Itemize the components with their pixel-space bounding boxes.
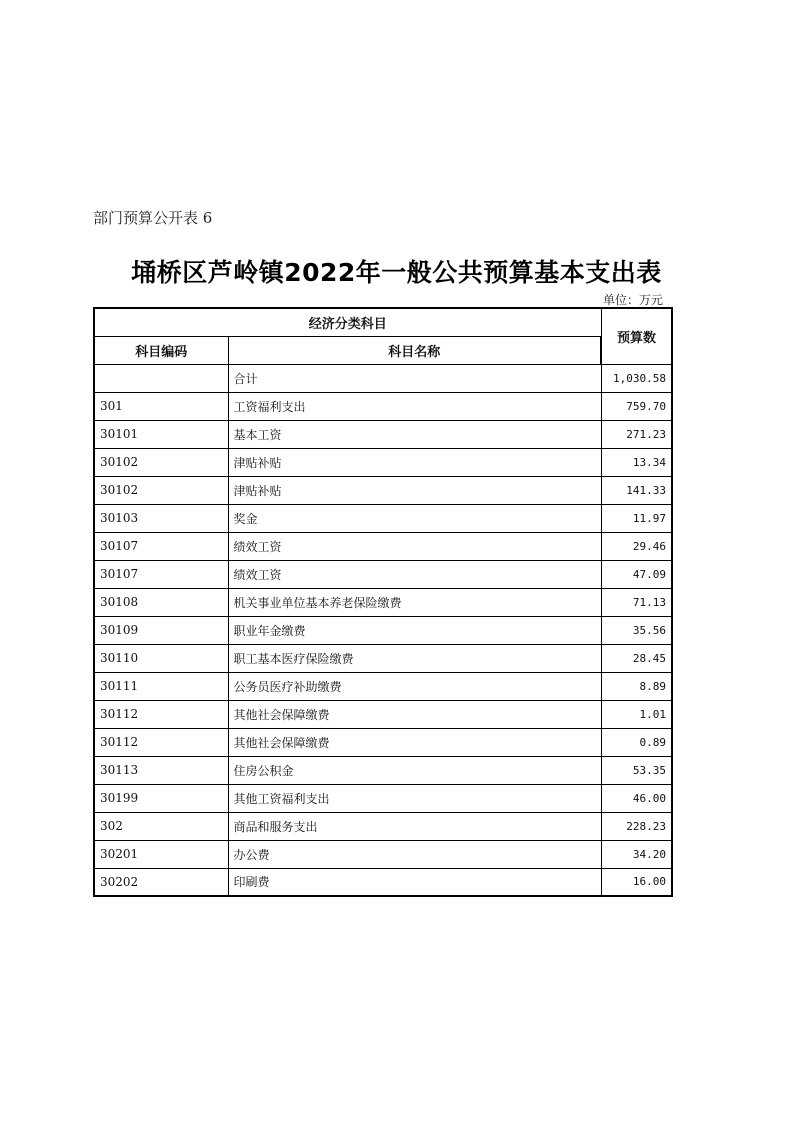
- subject-name-cell: 住房公积金: [228, 756, 601, 784]
- subject-name-cell: 职业年金缴费: [228, 616, 601, 644]
- budget-amount-cell: 8.89: [601, 672, 672, 700]
- table-row: [94, 504, 672, 532]
- document-title: 埇桥区芦岭镇2022年一般公共预算基本支出表: [131, 258, 662, 287]
- budget-amount-cell: 1.01: [601, 700, 672, 728]
- subject-name-cell: 其他社会保障缴费: [228, 728, 601, 756]
- subject-name-cell: 津贴补贴: [228, 476, 601, 504]
- table-row: [94, 672, 672, 700]
- budget-amount-cell: 141.33: [601, 476, 672, 504]
- subject-name-cell: 其他社会保障缴费: [228, 700, 601, 728]
- table-row: [94, 784, 672, 812]
- subject-code-cell: 301: [94, 392, 228, 420]
- table-row: [94, 476, 672, 504]
- subject-name-cell: 公务员医疗补助缴费: [228, 672, 601, 700]
- subject-code-cell: 30111: [94, 672, 228, 700]
- subject-name-cell: 其他工资福利支出: [228, 784, 601, 812]
- budget-amount-cell: 0.89: [601, 728, 672, 756]
- subject-code-cell: 30101: [94, 420, 228, 448]
- subject-code-cell: 302: [94, 812, 228, 840]
- subject-name-cell: 合计: [228, 364, 601, 392]
- table-row: [94, 728, 672, 756]
- budget-amount-cell: 29.46: [601, 532, 672, 560]
- budget-amount-cell: 11.97: [601, 504, 672, 532]
- unit-label: 单位：万元: [602, 293, 663, 307]
- subject-code-cell: [94, 364, 228, 392]
- budget-amount-cell: 759.70: [601, 392, 672, 420]
- table-row: [94, 812, 672, 840]
- subject-code-cell: 30107: [94, 560, 228, 588]
- header-subject-code: 科目编码: [94, 336, 228, 364]
- subject-code-cell: 30102: [94, 476, 228, 504]
- budget-amount-cell: 34.20: [601, 840, 672, 868]
- subject-code-cell: 30202: [94, 868, 228, 896]
- budget-amount-cell: 53.35: [601, 756, 672, 784]
- subject-name-cell: 机关事业单位基本养老保险缴费: [228, 588, 601, 616]
- subject-code-cell: 30110: [94, 644, 228, 672]
- subject-name-cell: 绩效工资: [228, 532, 601, 560]
- subject-name-cell: 办公费: [228, 840, 601, 868]
- header-subject-name: 科目名称: [228, 336, 601, 364]
- subject-code-cell: 30108: [94, 588, 228, 616]
- budget-amount-cell: 35.56: [601, 616, 672, 644]
- subject-code-cell: 30103: [94, 504, 228, 532]
- table-row: [94, 448, 672, 476]
- budget-amount-cell: 16.00: [601, 868, 672, 896]
- subject-name-cell: 印刷费: [228, 868, 601, 896]
- table-row: [94, 700, 672, 728]
- budget-amount-cell: 13.34: [601, 448, 672, 476]
- table-row: [94, 840, 672, 868]
- subject-code-cell: 30113: [94, 756, 228, 784]
- header-budget-amount: 预算数: [601, 308, 672, 364]
- table-row: [94, 616, 672, 644]
- subject-name-cell: 商品和服务支出: [228, 812, 601, 840]
- header-economic-classification: 经济分类科目: [94, 308, 601, 336]
- subject-code-cell: 30112: [94, 700, 228, 728]
- budget-table: [93, 307, 673, 897]
- budget-amount-cell: 228.23: [601, 812, 672, 840]
- subject-name-cell: 绩效工资: [228, 560, 601, 588]
- table-row: [94, 756, 672, 784]
- subject-code-cell: 30107: [94, 532, 228, 560]
- subject-name-cell: 职工基本医疗保险缴费: [228, 644, 601, 672]
- table-row: [94, 532, 672, 560]
- budget-amount-cell: 28.45: [601, 644, 672, 672]
- budget-amount-cell: 71.13: [601, 588, 672, 616]
- subject-code-cell: 30112: [94, 728, 228, 756]
- table-row: [94, 588, 672, 616]
- subject-code-cell: 30201: [94, 840, 228, 868]
- subject-code-cell: 30102: [94, 448, 228, 476]
- subject-name-cell: 奖金: [228, 504, 601, 532]
- subject-name-cell: 津贴补贴: [228, 448, 601, 476]
- budget-amount-cell: 271.23: [601, 420, 672, 448]
- table-row: [94, 420, 672, 448]
- budget-amount-cell: 46.00: [601, 784, 672, 812]
- table-row: [94, 644, 672, 672]
- budget-amount-cell: 47.09: [601, 560, 672, 588]
- subject-name-cell: 工资福利支出: [228, 392, 601, 420]
- table-row: [94, 868, 672, 896]
- table-row: [94, 364, 672, 392]
- subject-code-cell: 30109: [94, 616, 228, 644]
- budget-amount-cell: 1,030.58: [601, 364, 672, 392]
- subject-name-cell: 基本工资: [228, 420, 601, 448]
- subject-code-cell: 30199: [94, 784, 228, 812]
- table-body: [94, 364, 672, 896]
- document-label: 部门预算公开表 6: [93, 209, 213, 227]
- table-row: [94, 560, 672, 588]
- table-row: [94, 392, 672, 420]
